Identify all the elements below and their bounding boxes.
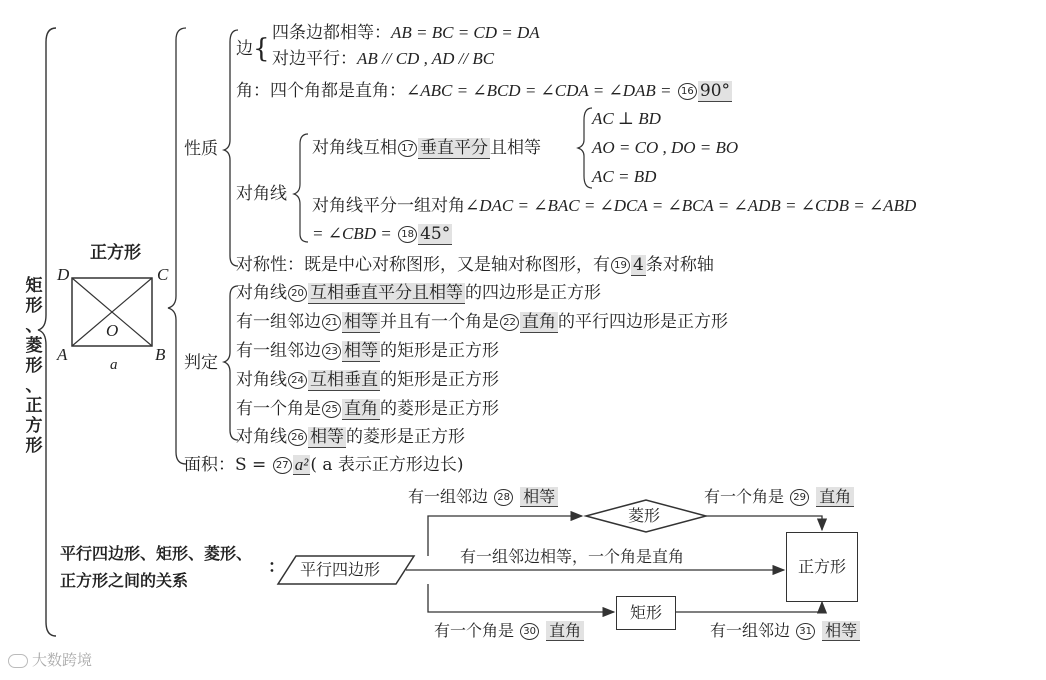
diagonal-brace [294,134,308,242]
edge-label-top-right: 有一个角是 29 直角 [704,486,854,508]
area-formula: 面积：S = 27 a² ( a 表示正方形边长) [184,455,464,475]
blank-answer: 4 [633,255,644,275]
vertex-d: D [57,265,70,284]
rhombus-label: 菱形 [628,506,661,525]
blank-number: 17 [398,140,417,157]
edge-label-bottom-right: 有一组邻边 31 相等 [710,620,860,642]
edge-label-top-left: 有一组邻边 28 相等 [408,486,558,508]
blank-answer: 90° [699,81,731,101]
square-brace [168,28,186,464]
title-char: 形 [25,296,43,316]
vertex-c: C [157,265,169,284]
watermark-icon [8,654,28,668]
blank-answer: a² [294,455,309,474]
title-char: 方 [25,416,43,436]
diagonal-label: 对角线 [236,184,287,204]
blank-number: 18 [398,226,417,243]
blank-answer: 相等 [822,621,860,641]
blank-number: 24 [288,372,307,389]
blank-number: 21 [322,314,341,331]
criteria-label: 判定 [184,353,218,373]
blank-number: 26 [288,429,307,446]
blank-number: 27 [273,457,292,474]
title-char: 、 [25,376,43,396]
title-char: 正 [25,396,43,416]
blank-answer: 互相垂直平分且相等 [310,283,463,303]
properties-label: 性质 [184,139,218,159]
angle-property: 角：四个角都是直角：∠ABC = ∠BCD = ∠CDA = ∠DAB = 16 90° [236,81,731,101]
blank-number: 16 [678,83,697,100]
criterion-item: 对角线 20 互相垂直平分且相等 的四边形是正方形 [236,283,601,303]
side-property-parallel: 对边平行：AB // CD , AD // BC [272,49,495,69]
center-o: O [106,321,119,340]
criterion-item: 对角线 24 互相垂直 的矩形是正方形 [236,370,499,390]
blank-answer: 互相垂直 [310,370,378,390]
edge-label-middle: 有一组邻边相等，一个角是直角 [460,547,685,566]
title-char: 形 [25,356,43,376]
blank-answer: 直角 [522,312,556,332]
blank-number: 28 [494,489,513,506]
blank-number: 29 [790,489,809,506]
blank-answer: 相等 [310,427,344,447]
blank-number: 20 [288,285,307,302]
side-label: 边{ [236,34,270,64]
blank-number: 25 [322,401,341,418]
rectangle-box [616,596,676,630]
symmetry-property: 对称性：既是中心对称图形，又是轴对称图形，有 19 4 条对称轴 [236,255,714,275]
edge-label-bottom-left: 有一个角是 30 直角 [434,620,584,642]
blank-answer: 相等 [520,487,558,507]
criterion-item: 有一组邻边 21 相等 并且有一个角是 22 直角 的平行四边形是正方形 [236,312,728,332]
watermark: 大数跨境 [8,649,92,670]
blank-answer: 直角 [546,621,584,641]
parallelogram-label: 平行四边形 [300,560,381,579]
blank-number: 23 [322,343,341,360]
side-property-equal: 四条边都相等：AB = BC = CD = DA [272,23,540,43]
criterion-item: 有一个角是 25 直角 的菱形是正方形 [236,399,499,419]
formula-midpoints: AO = CO , DO = BO [592,138,739,157]
formula-equal-diagonals: AC = BD [592,167,657,186]
blank-number: 31 [796,623,815,640]
diagonal-property-1: 对角线互相 17 垂直平分 且相等 [312,138,541,158]
relation-label-line2: 正方形之间的关系 [60,571,189,590]
blank-answer: 直角 [816,487,854,507]
title-char: 菱 [25,336,43,356]
blank-answer: 相等 [344,341,378,361]
title-char: 形 [25,436,43,456]
square-box [786,532,858,602]
criterion-item: 对角线 26 相等 的菱形是正方形 [236,427,465,447]
title-char: 矩 [25,276,43,296]
diagonal-property-2: 对角线平分一组对角∠DAC = ∠BAC = ∠DCA = ∠BCA = ∠ADB = ∠CDB = ∠ABD [312,196,917,216]
blank-number: 22 [500,314,519,331]
blank-answer: 垂直平分 [420,138,488,158]
vertex-b: B [155,345,166,364]
blank-answer: 相等 [344,312,378,332]
relation-label-line1: 平行四边形、矩形、菱形、 [60,544,253,563]
formula-perpendicular: AC ⊥ BD [592,109,661,128]
side-a: a [110,357,118,373]
blank-answer: 45° [420,224,451,244]
title-char: 、 [25,316,43,336]
property-brace [224,30,238,266]
square-node-label: 正方形 [797,557,846,576]
formula-brace [578,108,592,188]
blank-answer: 直角 [344,399,378,419]
blank-number: 30 [520,623,539,640]
diagonal-property-2-cont: = ∠CBD = 18 45° [312,224,451,244]
blank-number: 19 [611,257,630,274]
rectangle-label: 矩形 [629,603,662,622]
relation-colon: ： [268,557,285,577]
vertex-a: A [57,345,68,364]
criterion-item: 有一组邻边 23 相等 的矩形是正方形 [236,341,499,361]
square-label: 正方形 [90,243,141,263]
main-title [24,276,44,456]
